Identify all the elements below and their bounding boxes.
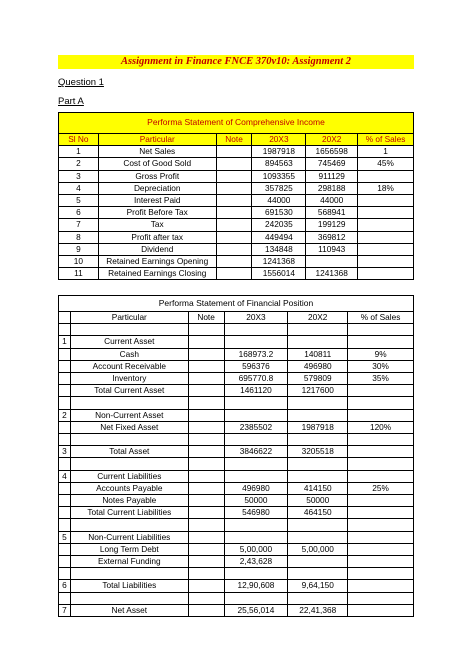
table-cell: [216, 207, 252, 219]
table-cell: [70, 592, 188, 604]
table-cell: Net Fixed Asset: [70, 421, 188, 433]
table-cell: Profit Before Tax: [98, 207, 216, 219]
table-cell: [288, 409, 348, 421]
table-cell: [59, 385, 71, 397]
table-cell: Total Current Asset: [70, 385, 188, 397]
table-cell: 3: [59, 170, 99, 182]
table-cell: 1656598: [306, 146, 358, 158]
table-cell: [224, 458, 288, 470]
table-row: [59, 268, 414, 280]
table-cell: [216, 231, 252, 243]
table-cell: 25%: [348, 482, 414, 494]
table-cell: [224, 324, 288, 336]
table-cell: 3: [59, 446, 71, 458]
table-cell: 120%: [348, 421, 414, 433]
table-cell: [59, 482, 71, 494]
table-cell: 6: [59, 580, 71, 592]
table-cell: 9: [59, 243, 99, 255]
table-cell: [288, 397, 348, 409]
header-cell: Particular: [70, 312, 188, 324]
table-cell: 1217600: [288, 385, 348, 397]
table-cell: [348, 604, 414, 616]
table-cell: 3846622: [224, 446, 288, 458]
part-label: Part A: [58, 96, 84, 107]
table-cell: Inventory: [70, 373, 188, 385]
question-label: Question 1: [58, 77, 104, 88]
table-cell: [216, 182, 252, 194]
table-cell: [188, 580, 224, 592]
table-cell: [188, 531, 224, 543]
table-cell: 568941: [306, 207, 358, 219]
table-cell: [288, 519, 348, 531]
table-cell: 30%: [348, 360, 414, 372]
table-cell: [348, 409, 414, 421]
table-cell: 22,41,368: [288, 604, 348, 616]
table-cell: [288, 568, 348, 580]
table-cell: [59, 494, 71, 506]
table-cell: [348, 592, 414, 604]
table-row: [59, 580, 414, 592]
table-cell: 7: [59, 219, 99, 231]
table-cell: [188, 348, 224, 360]
table-cell: [188, 373, 224, 385]
header-cell: [59, 312, 71, 324]
table-cell: Retained Earnings Opening: [98, 256, 216, 268]
table-cell: [348, 385, 414, 397]
header-cell: % of Sales: [348, 312, 414, 324]
table-row: [59, 231, 414, 243]
financial-position-header-row: [59, 312, 414, 324]
table-cell: 596376: [224, 360, 288, 372]
table-cell: 199129: [306, 219, 358, 231]
table-cell: [358, 170, 414, 182]
income-statement-caption-row: [59, 113, 414, 134]
table-cell: [59, 519, 71, 531]
table-cell: 110943: [306, 243, 358, 255]
table-cell: 5,00,000: [224, 543, 288, 555]
table-cell: Current Asset: [70, 336, 188, 348]
header-cell: Note: [188, 312, 224, 324]
income-statement-caption: Performa Statement of Comprehensive Income: [59, 113, 414, 134]
table-cell: Total Liabilities: [70, 580, 188, 592]
table-cell: [358, 195, 414, 207]
table-cell: 579809: [288, 373, 348, 385]
table-row: [59, 219, 414, 231]
table-cell: 45%: [358, 158, 414, 170]
table-row: [59, 360, 414, 372]
table-cell: 1: [358, 146, 414, 158]
table-cell: 5: [59, 531, 71, 543]
table-cell: [216, 256, 252, 268]
table-cell: [216, 195, 252, 207]
header-cell: Sl No: [59, 134, 99, 146]
table-cell: [348, 434, 414, 446]
table-row: [59, 434, 414, 446]
table-row: [59, 604, 414, 616]
table-cell: [288, 531, 348, 543]
table-cell: 496980: [224, 482, 288, 494]
table-cell: 1: [59, 336, 71, 348]
table-cell: 1556014: [252, 268, 306, 280]
table-cell: 50000: [288, 494, 348, 506]
table-row: [59, 373, 414, 385]
table-cell: [288, 324, 348, 336]
table-cell: Notes Payable: [70, 494, 188, 506]
table-cell: [188, 482, 224, 494]
table-cell: Net Sales: [98, 146, 216, 158]
table-cell: [288, 336, 348, 348]
table-row: [59, 519, 414, 531]
table-cell: [59, 543, 71, 555]
table-cell: 369812: [306, 231, 358, 243]
table-cell: [59, 434, 71, 446]
table-row: [59, 385, 414, 397]
table-row: [59, 336, 414, 348]
income-statement-header-row: [59, 134, 414, 146]
table-cell: 44000: [252, 195, 306, 207]
table-row: [59, 458, 414, 470]
table-cell: Accounts Payable: [70, 482, 188, 494]
table-cell: 911129: [306, 170, 358, 182]
table-cell: [216, 146, 252, 158]
table-row: [59, 568, 414, 580]
header-cell: 20X3: [252, 134, 306, 146]
table-row: [59, 494, 414, 506]
table-cell: [348, 531, 414, 543]
table-cell: [216, 243, 252, 255]
table-row: [59, 543, 414, 555]
table-cell: [188, 421, 224, 433]
table-cell: 5,00,000: [288, 543, 348, 555]
table-row: [59, 409, 414, 421]
table-cell: 5: [59, 195, 99, 207]
table-row: [59, 482, 414, 494]
table-cell: [348, 470, 414, 482]
table-cell: [224, 568, 288, 580]
table-row: [59, 170, 414, 182]
table-cell: Interest Paid: [98, 195, 216, 207]
table-cell: 10: [59, 256, 99, 268]
table-cell: 9,64,150: [288, 580, 348, 592]
table-cell: [188, 592, 224, 604]
table-row: [59, 507, 414, 519]
table-cell: [216, 268, 252, 280]
table-cell: [188, 409, 224, 421]
table-cell: 2,43,628: [224, 555, 288, 567]
table-cell: [188, 446, 224, 458]
table-cell: 134848: [252, 243, 306, 255]
table-cell: Cost of Good Sold: [98, 158, 216, 170]
table-cell: 44000: [306, 195, 358, 207]
table-row: [59, 470, 414, 482]
table-cell: [188, 519, 224, 531]
table-cell: Cash: [70, 348, 188, 360]
table-cell: 1987918: [252, 146, 306, 158]
header-cell: 20X3: [224, 312, 288, 324]
table-row: [59, 207, 414, 219]
table-cell: 1093355: [252, 170, 306, 182]
table-cell: 6: [59, 207, 99, 219]
table-row: [59, 256, 414, 268]
table-cell: [70, 458, 188, 470]
table-cell: 1987918: [288, 421, 348, 433]
table-cell: 11: [59, 268, 99, 280]
table-cell: 50000: [224, 494, 288, 506]
table-cell: [348, 519, 414, 531]
table-cell: [224, 519, 288, 531]
table-cell: [224, 470, 288, 482]
table-row: [59, 243, 414, 255]
table-cell: 496980: [288, 360, 348, 372]
table-cell: Profit after tax: [98, 231, 216, 243]
table-cell: Dividend: [98, 243, 216, 255]
table-cell: 9%: [348, 348, 414, 360]
income-statement-table: [58, 112, 414, 280]
table-cell: [224, 434, 288, 446]
table-cell: [59, 507, 71, 519]
table-cell: [59, 592, 71, 604]
table-cell: [188, 543, 224, 555]
table-cell: [348, 555, 414, 567]
table-row: [59, 446, 414, 458]
table-cell: Net Asset: [70, 604, 188, 616]
table-cell: 414150: [288, 482, 348, 494]
table-cell: [358, 256, 414, 268]
table-cell: [348, 446, 414, 458]
table-cell: 2: [59, 158, 99, 170]
table-cell: [59, 373, 71, 385]
financial-position-caption: Performa Statement of Financial Position: [59, 296, 414, 312]
table-cell: [188, 604, 224, 616]
table-cell: [70, 397, 188, 409]
table-cell: [188, 434, 224, 446]
table-cell: 35%: [348, 373, 414, 385]
table-cell: Retained Earnings Closing: [98, 268, 216, 280]
table-cell: 691530: [252, 207, 306, 219]
table-cell: [358, 207, 414, 219]
financial-position-caption-row: [59, 296, 414, 312]
table-cell: [224, 592, 288, 604]
table-cell: [59, 555, 71, 567]
table-cell: [224, 409, 288, 421]
table-cell: [188, 507, 224, 519]
table-cell: [288, 434, 348, 446]
table-cell: 18%: [358, 182, 414, 194]
header-cell: Particular: [98, 134, 216, 146]
table-cell: 695770.8: [224, 373, 288, 385]
table-cell: [70, 434, 188, 446]
table-cell: [348, 458, 414, 470]
table-cell: 1: [59, 146, 99, 158]
table-cell: [288, 470, 348, 482]
table-cell: [70, 568, 188, 580]
table-cell: Non-Current Asset: [70, 409, 188, 421]
table-row: [59, 592, 414, 604]
table-row: [59, 182, 414, 194]
table-cell: [288, 458, 348, 470]
table-cell: [348, 494, 414, 506]
table-cell: [348, 397, 414, 409]
table-cell: [59, 324, 71, 336]
table-cell: 3205518: [288, 446, 348, 458]
table-cell: 357825: [252, 182, 306, 194]
table-cell: [288, 555, 348, 567]
table-cell: [59, 397, 71, 409]
table-cell: [188, 470, 224, 482]
table-cell: [348, 568, 414, 580]
table-cell: [348, 507, 414, 519]
table-cell: 2385502: [224, 421, 288, 433]
table-row: [59, 158, 414, 170]
table-cell: 464150: [288, 507, 348, 519]
table-cell: 1241368: [252, 256, 306, 268]
table-cell: [59, 458, 71, 470]
table-cell: 298188: [306, 182, 358, 194]
table-cell: [188, 385, 224, 397]
table-cell: [224, 531, 288, 543]
table-cell: [348, 324, 414, 336]
financial-position-table: [58, 295, 414, 617]
table-cell: 242035: [252, 219, 306, 231]
table-cell: [188, 336, 224, 348]
table-cell: [358, 243, 414, 255]
table-cell: 745469: [306, 158, 358, 170]
table-cell: [59, 360, 71, 372]
table-cell: [216, 158, 252, 170]
document-title: Assignment in Finance FNCE 370v10: Assignment 2: [58, 55, 414, 69]
table-cell: 2: [59, 409, 71, 421]
table-cell: [358, 268, 414, 280]
header-cell: % of Sales: [358, 134, 414, 146]
table-cell: [59, 348, 71, 360]
table-cell: [288, 592, 348, 604]
table-cell: 4: [59, 182, 99, 194]
table-cell: [224, 397, 288, 409]
table-cell: 12,90,608: [224, 580, 288, 592]
table-cell: [348, 336, 414, 348]
table-cell: [358, 219, 414, 231]
table-row: [59, 397, 414, 409]
table-cell: [59, 568, 71, 580]
table-cell: 4: [59, 470, 71, 482]
table-cell: [348, 543, 414, 555]
table-row: [59, 531, 414, 543]
table-cell: Current Liabilities: [70, 470, 188, 482]
table-cell: Long Term Debt: [70, 543, 188, 555]
table-cell: [188, 458, 224, 470]
table-cell: Total Asset: [70, 446, 188, 458]
table-row: [59, 324, 414, 336]
header-cell: Note: [216, 134, 252, 146]
table-cell: Tax: [98, 219, 216, 231]
table-cell: [70, 324, 188, 336]
table-cell: Depreciation: [98, 182, 216, 194]
table-cell: 168973.2: [224, 348, 288, 360]
table-cell: 7: [59, 604, 71, 616]
table-cell: [188, 494, 224, 506]
table-cell: Account Receivable: [70, 360, 188, 372]
header-cell: 20X2: [306, 134, 358, 146]
table-cell: [188, 360, 224, 372]
table-cell: 1461120: [224, 385, 288, 397]
table-cell: [224, 336, 288, 348]
table-cell: 140811: [288, 348, 348, 360]
table-cell: [188, 568, 224, 580]
table-cell: 25,56,014: [224, 604, 288, 616]
table-cell: 8: [59, 231, 99, 243]
table-cell: [188, 397, 224, 409]
table-cell: [348, 580, 414, 592]
table-cell: External Funding: [70, 555, 188, 567]
table-row: [59, 348, 414, 360]
table-cell: Total Current Liabilities: [70, 507, 188, 519]
table-cell: 894563: [252, 158, 306, 170]
header-cell: 20X2: [288, 312, 348, 324]
table-cell: [188, 555, 224, 567]
table-cell: [70, 519, 188, 531]
table-cell: [358, 231, 414, 243]
table-cell: 1241368: [306, 268, 358, 280]
table-row: [59, 421, 414, 433]
table-cell: [188, 324, 224, 336]
table-cell: [59, 421, 71, 433]
table-row: [59, 195, 414, 207]
table-row: [59, 555, 414, 567]
table-cell: [216, 170, 252, 182]
table-cell: [306, 256, 358, 268]
table-cell: [216, 219, 252, 231]
table-cell: 449494: [252, 231, 306, 243]
table-cell: 546980: [224, 507, 288, 519]
table-cell: Non-Current Liabilities: [70, 531, 188, 543]
table-cell: Gross Profit: [98, 170, 216, 182]
table-row: [59, 146, 414, 158]
